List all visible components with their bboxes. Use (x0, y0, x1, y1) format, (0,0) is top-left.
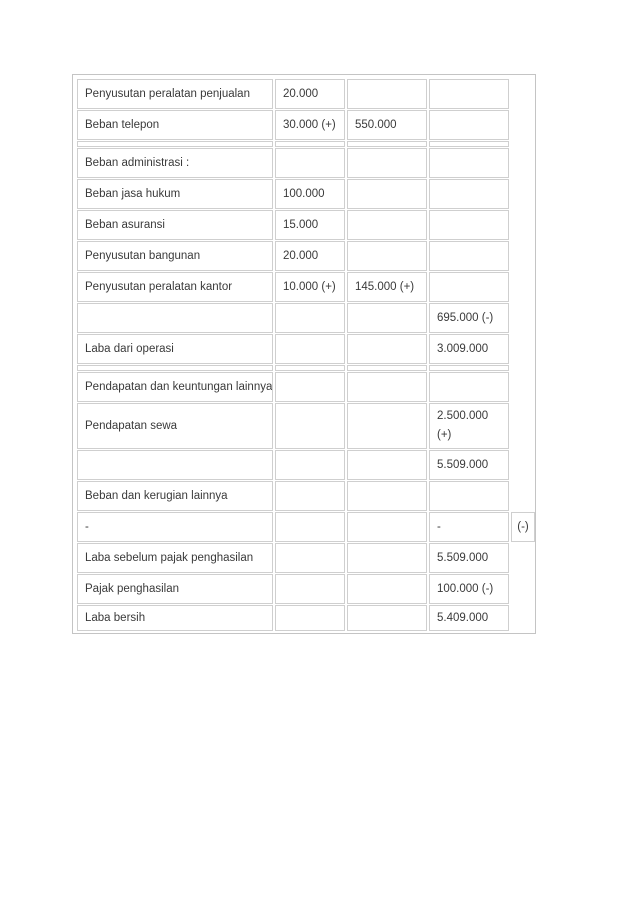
total-cell (429, 148, 509, 178)
amount-cell (275, 481, 345, 511)
row-description: Laba dari operasi (77, 334, 273, 364)
total-cell (429, 481, 509, 511)
total-cell: 100.000 (-) (429, 574, 509, 604)
row-description: Penyusutan bangunan (77, 241, 273, 271)
amount-cell: 20.000 (275, 79, 345, 109)
subtotal-cell (347, 334, 427, 364)
row-description: Beban jasa hukum (77, 179, 273, 209)
subtotal-cell (347, 179, 427, 209)
subtotal-cell (347, 574, 427, 604)
amount-cell: 100.000 (275, 179, 345, 209)
subtotal-cell: 550.000 (347, 110, 427, 140)
row-description: Pendapatan dan keuntungan lainnya (77, 372, 273, 402)
amount-cell (275, 512, 345, 542)
subtotal-cell (347, 372, 427, 402)
row-description: Beban dan kerugian lainnya (77, 481, 273, 511)
row-description (77, 450, 273, 480)
amount-cell (275, 574, 345, 604)
row-description: Beban asuransi (77, 210, 273, 240)
table-row (73, 543, 535, 573)
table-row (73, 450, 535, 480)
total-cell: 5.509.000 (429, 450, 509, 480)
total-cell: - (429, 512, 509, 542)
extra-cell: (-) (511, 512, 535, 542)
table-row (73, 481, 535, 511)
table-row (73, 110, 535, 140)
total-cell: 5.409.000 (429, 605, 509, 631)
amount-cell (275, 334, 345, 364)
row-description: Beban telepon (77, 110, 273, 140)
row-description (77, 365, 273, 371)
table-row (73, 372, 535, 402)
table-row (73, 303, 535, 333)
table-row (73, 403, 535, 449)
total-cell (429, 141, 509, 147)
table-row (73, 512, 535, 542)
subtotal-cell (347, 512, 427, 542)
subtotal-cell (347, 450, 427, 480)
total-cell: 695.000 (-) (429, 303, 509, 333)
total-cell (429, 365, 509, 371)
table-row (73, 241, 535, 271)
total-cell (429, 272, 509, 302)
row-description (77, 141, 273, 147)
table-row (73, 365, 535, 371)
row-description: Penyusutan peralatan kantor (77, 272, 273, 302)
subtotal-cell (347, 605, 427, 631)
subtotal-cell (347, 543, 427, 573)
amount-cell: 20.000 (275, 241, 345, 271)
total-cell (429, 372, 509, 402)
income-statement-table (72, 74, 536, 634)
subtotal-cell (347, 79, 427, 109)
table-row (73, 148, 535, 178)
subtotal-cell (347, 148, 427, 178)
subtotal-cell (347, 481, 427, 511)
row-description: - (77, 512, 273, 542)
amount-cell (275, 365, 345, 371)
total-cell (429, 110, 509, 140)
subtotal-cell: 145.000 (+) (347, 272, 427, 302)
table-row (73, 574, 535, 604)
amount-cell (275, 148, 345, 178)
table-row (73, 141, 535, 147)
subtotal-cell (347, 141, 427, 147)
total-cell (429, 79, 509, 109)
table-row (73, 210, 535, 240)
subtotal-cell (347, 210, 427, 240)
total-cell: 3.009.000 (429, 334, 509, 364)
row-description: Pendapatan sewa (77, 403, 273, 449)
amount-cell (275, 372, 345, 402)
table-row (73, 272, 535, 302)
row-description (77, 303, 273, 333)
total-cell: 2.500.000 (+) (429, 403, 509, 449)
row-description: Laba bersih (77, 605, 273, 631)
total-cell: 5.509.000 (429, 543, 509, 573)
amount-cell (275, 543, 345, 573)
table-row (73, 179, 535, 209)
amount-cell (275, 403, 345, 449)
amount-cell (275, 303, 345, 333)
amount-cell: 15.000 (275, 210, 345, 240)
amount-cell: 10.000 (+) (275, 272, 345, 302)
row-description: Penyusutan peralatan penjualan (77, 79, 273, 109)
amount-cell (275, 141, 345, 147)
table-row (73, 79, 535, 109)
subtotal-cell (347, 403, 427, 449)
table-row (73, 605, 535, 631)
subtotal-cell (347, 365, 427, 371)
subtotal-cell (347, 303, 427, 333)
subtotal-cell (347, 241, 427, 271)
amount-cell: 30.000 (+) (275, 110, 345, 140)
total-cell (429, 179, 509, 209)
row-description: Beban administrasi : (77, 148, 273, 178)
total-cell (429, 210, 509, 240)
amount-cell (275, 450, 345, 480)
total-cell (429, 241, 509, 271)
row-description: Laba sebelum pajak penghasilan (77, 543, 273, 573)
row-description: Pajak penghasilan (77, 574, 273, 604)
table-row (73, 334, 535, 364)
amount-cell (275, 605, 345, 631)
